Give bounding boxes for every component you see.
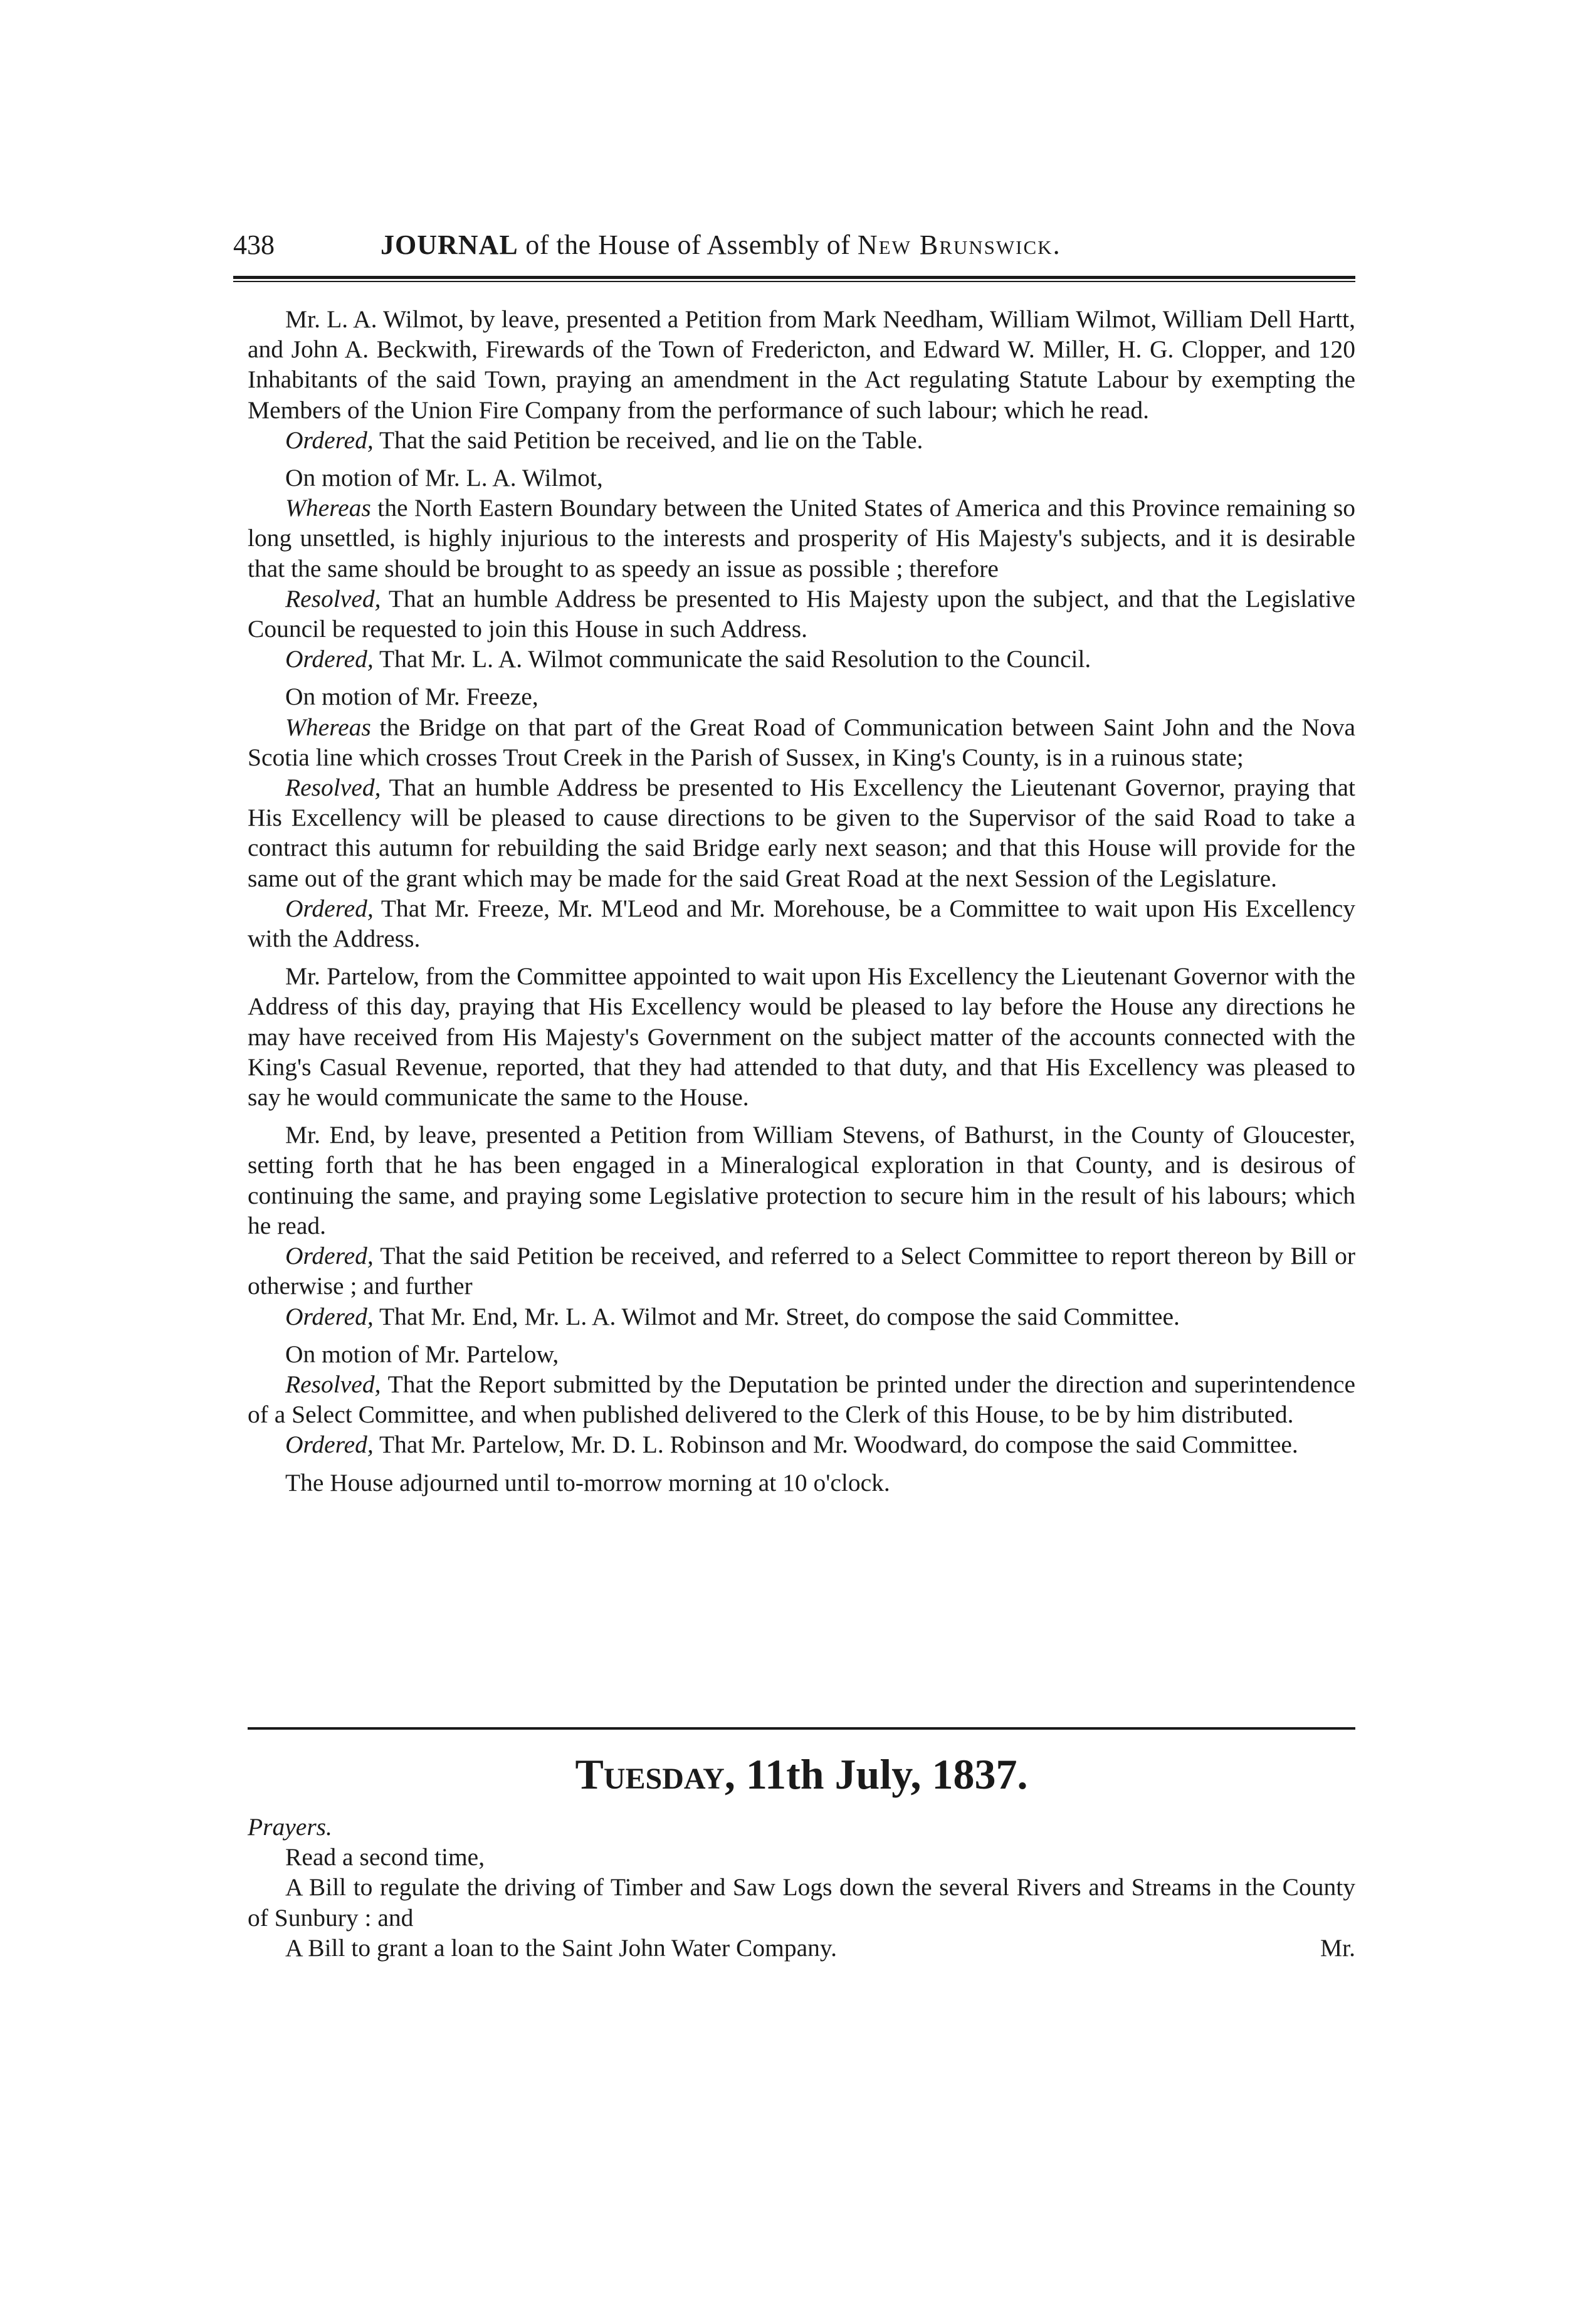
paragraph-text: That an humble Address be presented to His Excellency the Lieutenant Governor, praying that His Excellency will be pleased to cause directions to be given to the Supervisor of the said Road to take a contract this autumn for rebuilding the said Bridge early next season; and that this House will provide for the same out of the grant which may be made for the said Great Road at the next Session of the Legislature. (248, 774, 1355, 892)
paragraph-text: On motion of Mr. L. A. Wilmot, (285, 464, 603, 492)
proceeding-paragraph (248, 712, 1355, 772)
paragraph-lead-word: Resolved, (285, 774, 381, 802)
day-heading-date: 11th July, 1837. (745, 1750, 1028, 1798)
proceeding-paragraph (248, 1468, 1355, 1498)
read-second-time: Read a second time, (285, 1843, 485, 1871)
paragraph-text: That the said Petition be received, and lie on the Table. (373, 426, 923, 454)
paragraph-text: Mr. L. A. Wilmot, by leave, presented a Petition from Mark Needham, William Wilmot, William Dell Hartt, and John A. Beckwith, Firewards of the Town of Fredericton, and Edward W. Miller, H. G. Clopper, and 120 Inhabitants of the said Town, praying an amendment in the Act regulating Statute Labour by exempting the Members of the Union Fire Company from the performance of such labour; which he read. (248, 305, 1355, 424)
paragraph-text: the North Eastern Boundary between the United States of America and this Province remaining so long unsettled, is highly injurious to the interests and prosperity of His Majesty's subjects, and it is desirable that the same should be brought to as speedy an issue as possible ; therefore (248, 494, 1355, 582)
proceeding-paragraph (248, 1369, 1355, 1429)
proceeding-paragraph (248, 681, 1355, 712)
proceeding-paragraph (248, 893, 1355, 954)
catchword: Mr. (1320, 1933, 1355, 1962)
province-name: New Brunswick. (857, 229, 1061, 260)
running-title (381, 229, 1061, 261)
proceeding-paragraph (248, 1301, 1355, 1332)
paragraph-text: Mr. End, by leave, presented a Petition from William Stevens, of Bathurst, in the County of Gloucester, setting forth that he has been engaged in a Mineralogical exploration in that County, and is desirous of continuing the same, and praying some Legislative protection to secure him in the result of his labours; which he read. (248, 1121, 1355, 1239)
proceeding-paragraph (248, 493, 1355, 584)
paragraph-text: That Mr. End, Mr. L. A. Wilmot and Mr. Street, do compose the said Committee. (373, 1302, 1180, 1330)
proceedings-body (248, 304, 1355, 1498)
header-rule (233, 276, 1355, 282)
paragraph-lead-word: Whereas (285, 713, 371, 741)
proceeding-paragraph (248, 644, 1355, 674)
house-words: House of Assembly of (598, 229, 851, 260)
proceeding-paragraph (248, 463, 1355, 493)
paragraph-text: That the said Petition be received, and referred to a Select Committee to report thereon by Bill or otherwise ; and further (248, 1242, 1355, 1300)
running-header (233, 229, 1355, 266)
proceeding-paragraph (248, 584, 1355, 644)
bill-water-company (248, 1933, 1355, 1963)
paragraph-text: On motion of Mr. Partelow, (285, 1340, 559, 1368)
paragraph-text: That Mr. L. A. Wilmot communicate the said Resolution to the Council. (373, 645, 1091, 673)
paragraph-lead-word: Whereas (285, 494, 371, 522)
journal-word: JOURNAL (381, 229, 518, 260)
proceeding-paragraph (248, 772, 1355, 893)
day-heading (248, 1749, 1355, 1799)
paragraph-text: That the Report submitted by the Deputation be printed under the direction and superintendence of a Select Committee, and when published delivered to the Clerk of this House, to be by him distributed. (248, 1370, 1355, 1429)
page-number: 438 (233, 229, 275, 260)
paragraph-lead-word: Ordered, (285, 426, 374, 454)
proceeding-paragraph (248, 425, 1355, 455)
paragraph-lead-word: Ordered, (285, 1302, 374, 1330)
proceeding-paragraph (248, 304, 1355, 425)
bill-timber-saw-logs: A Bill to regulate the driving of Timber and Saw Logs down the several Rivers and Streams in the County of Sunbury : and (248, 1873, 1355, 1932)
bill-water-company-text: A Bill to grant a loan to the Saint John Water Company. (285, 1933, 837, 1962)
paragraph-lead-word: Ordered, (285, 1242, 374, 1270)
paragraph-text: the Bridge on that part of the Great Road of Communication between Saint John and the Nova Scotia line which crosses Trout Creek in the Parish of Sussex, in King's County, is in a ruinous state; (248, 713, 1355, 771)
proceeding-paragraph (248, 1120, 1355, 1241)
proceeding-paragraph (248, 961, 1355, 1112)
section-rule (248, 1727, 1355, 1730)
paragraph-text: On motion of Mr. Freeze, (285, 683, 538, 711)
paragraph-text: Mr. Partelow, from the Committee appointed to wait upon His Excellency the Lieutenant Governor with the Address of this day, praying that His Excellency would be pleased to lay before the House any directions he may have received from His Majesty's Government on the subject matter of the accounts connected with the King's Casual Revenue, reported, that they had attended to that duty, and that His Excellency was pleased to say he would communicate the same to the House. (248, 962, 1355, 1112)
paragraph-text: The House adjourned until to-morrow morning at 10 o'clock. (285, 1468, 890, 1496)
proceeding-paragraph (248, 1429, 1355, 1459)
paragraph-lead-word: Ordered, (285, 1431, 374, 1459)
prayers-label: Prayers. (248, 1813, 332, 1841)
paragraph-text: That an humble Address be presented to His Majesty upon the subject, and that the Legislative Council be requested to join this House in such Address. (248, 584, 1355, 643)
proceeding-paragraph (248, 1339, 1355, 1369)
paragraph-lead-word: Ordered, (285, 894, 374, 922)
paragraph-lead-word: Resolved, (285, 584, 381, 613)
of-the-word: of the (525, 229, 591, 260)
paragraph-lead-word: Ordered, (285, 645, 374, 673)
paragraph-text: That Mr. Partelow, Mr. D. L. Robinson and Mr. Woodward, do compose the said Committee. (373, 1431, 1298, 1459)
proceeding-paragraph (248, 1241, 1355, 1301)
paragraph-lead-word: Resolved, (285, 1370, 381, 1398)
day-heading-weekday: Tuesday, (575, 1750, 735, 1798)
paragraph-text: That Mr. Freeze, Mr. M'Leod and Mr. Morehouse, be a Committee to wait upon His Excellency with the Address. (248, 894, 1355, 953)
tuesday-proceedings (248, 1812, 1355, 1963)
